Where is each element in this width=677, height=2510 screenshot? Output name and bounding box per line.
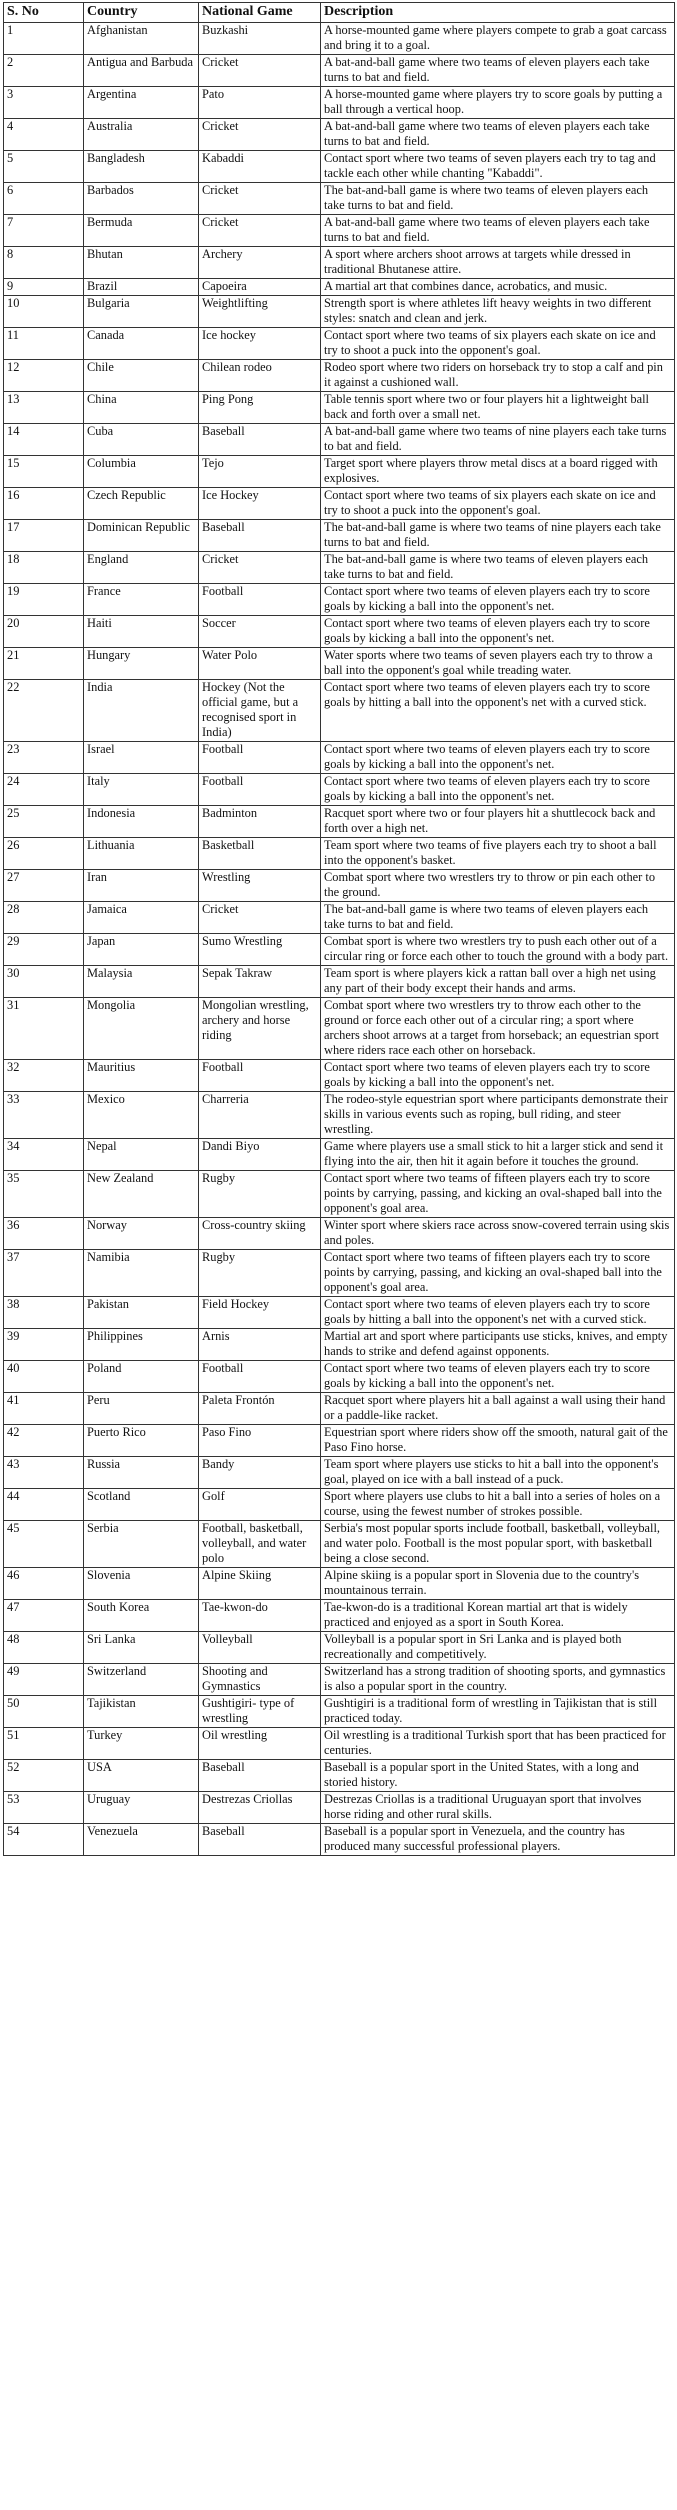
cell-country: Afghanistan [84, 23, 199, 55]
cell-sno: 51 [4, 1728, 84, 1760]
cell-country: Haiti [84, 616, 199, 648]
cell-national-game: Oil wrestling [199, 1728, 321, 1760]
table-row [4, 1218, 675, 1250]
cell-national-game: Baseball [199, 520, 321, 552]
cell-sno: 43 [4, 1457, 84, 1489]
cell-country: Bulgaria [84, 296, 199, 328]
table-row [4, 1632, 675, 1664]
table-row [4, 966, 675, 998]
cell-sno: 11 [4, 328, 84, 360]
table-row [4, 119, 675, 151]
cell-description: Contact sport where two teams of six players each skate on ice and try to shoot a puck into the opponent's goal. [321, 328, 675, 360]
table-row [4, 584, 675, 616]
table-row [4, 215, 675, 247]
cell-national-game: Buzkashi [199, 23, 321, 55]
table-row [4, 1600, 675, 1632]
cell-country: Russia [84, 1457, 199, 1489]
cell-description: A bat-and-ball game where two teams of eleven players each take turns to bat and field. [321, 119, 675, 151]
cell-sno: 47 [4, 1600, 84, 1632]
cell-description: Combat sport is where two wrestlers try to push each other out of a circular ring or force each other to touch the ground with a body part. [321, 934, 675, 966]
cell-country: Chile [84, 360, 199, 392]
cell-description: Destrezas Criollas is a traditional Uruguayan sport that involves horse riding and other rural skills. [321, 1792, 675, 1824]
cell-sno: 19 [4, 584, 84, 616]
table-row [4, 183, 675, 215]
cell-description: Baseball is a popular sport in Venezuela, and the country has produced many successful professional players. [321, 1824, 675, 1856]
cell-description: Gushtigiri is a traditional form of wrestling in Tajikistan that is still practiced today. [321, 1696, 675, 1728]
cell-description: Team sport where two teams of five players each try to shoot a ball into the opponent's basket. [321, 838, 675, 870]
cell-national-game: Badminton [199, 806, 321, 838]
table-row [4, 23, 675, 55]
cell-description: Serbia's most popular sports include football, basketball, volleyball, and water polo. Football is the most popular sport, with basketball being a close second. [321, 1521, 675, 1568]
cell-country: Serbia [84, 1521, 199, 1568]
cell-sno: 54 [4, 1824, 84, 1856]
cell-description: Contact sport where two teams of fifteen players each try to score points by carrying, passing, and kicking an oval-shaped ball into the opponent's goal area. [321, 1171, 675, 1218]
cell-description: Contact sport where two teams of eleven players each try to score goals by hitting a ball into the opponent's net with a curved stick. [321, 680, 675, 742]
cell-national-game: Weightlifting [199, 296, 321, 328]
cell-country: Nepal [84, 1139, 199, 1171]
cell-description: Contact sport where two teams of eleven players each try to score goals by kicking a ball into the opponent's net. [321, 584, 675, 616]
cell-country: India [84, 680, 199, 742]
cell-national-game: Football [199, 774, 321, 806]
cell-sno: 15 [4, 456, 84, 488]
cell-description: Contact sport where two teams of eleven players each try to score goals by hitting a ball into the opponent's net with a curved stick. [321, 1297, 675, 1329]
cell-description: Contact sport where two teams of eleven players each try to score goals by kicking a ball into the opponent's net. [321, 774, 675, 806]
cell-national-game: Bandy [199, 1457, 321, 1489]
cell-sno: 31 [4, 998, 84, 1060]
cell-country: Bhutan [84, 247, 199, 279]
cell-country: New Zealand [84, 1171, 199, 1218]
cell-country: Iran [84, 870, 199, 902]
cell-sno: 6 [4, 183, 84, 215]
cell-national-game: Sepak Takraw [199, 966, 321, 998]
cell-sno: 44 [4, 1489, 84, 1521]
cell-sno: 27 [4, 870, 84, 902]
cell-sno: 16 [4, 488, 84, 520]
cell-national-game: Paso Fino [199, 1425, 321, 1457]
cell-national-game: Ice hockey [199, 328, 321, 360]
table-row [4, 328, 675, 360]
table-row [4, 1696, 675, 1728]
cell-sno: 38 [4, 1297, 84, 1329]
cell-national-game: Volleyball [199, 1632, 321, 1664]
cell-country: Sri Lanka [84, 1632, 199, 1664]
table-row [4, 392, 675, 424]
cell-country: Lithuania [84, 838, 199, 870]
cell-national-game: Hockey (Not the official game, but a recognised sport in India) [199, 680, 321, 742]
cell-country: France [84, 584, 199, 616]
cell-description: Switzerland has a strong tradition of shooting sports, and gymnastics is also a popular sport in the country. [321, 1664, 675, 1696]
header-sno: S. No [4, 3, 84, 23]
cell-description: Sport where players use clubs to hit a ball into a series of holes on a course, using the fewest number of strokes possible. [321, 1489, 675, 1521]
cell-description: Racquet sport where two or four players hit a shuttlecock back and forth over a high net. [321, 806, 675, 838]
table-row [4, 552, 675, 584]
cell-country: Peru [84, 1393, 199, 1425]
cell-sno: 48 [4, 1632, 84, 1664]
cell-country: Argentina [84, 87, 199, 119]
cell-sno: 13 [4, 392, 84, 424]
cell-national-game: Tae-kwon-do [199, 1600, 321, 1632]
cell-sno: 29 [4, 934, 84, 966]
cell-country: Norway [84, 1218, 199, 1250]
cell-description: Strength sport is where athletes lift heavy weights in two different styles: snatch and clean and jerk. [321, 296, 675, 328]
cell-national-game: Football [199, 584, 321, 616]
cell-national-game: Cricket [199, 119, 321, 151]
cell-country: Malaysia [84, 966, 199, 998]
table-row [4, 247, 675, 279]
cell-description: A bat-and-ball game where two teams of eleven players each take turns to bat and field. [321, 215, 675, 247]
table-row [4, 1824, 675, 1856]
cell-description: Contact sport where two teams of eleven players each try to score goals by kicking a ball into the opponent's net. [321, 1361, 675, 1393]
table-row [4, 680, 675, 742]
cell-sno: 42 [4, 1425, 84, 1457]
table-row [4, 1521, 675, 1568]
cell-sno: 7 [4, 215, 84, 247]
cell-national-game: Cricket [199, 552, 321, 584]
cell-national-game: Baseball [199, 1760, 321, 1792]
cell-sno: 8 [4, 247, 84, 279]
cell-description: Rodeo sport where two riders on horseback try to stop a calf and pin it against a cushioned wall. [321, 360, 675, 392]
cell-national-game: Gushtigiri- type of wrestling [199, 1696, 321, 1728]
cell-national-game: Cross-country skiing [199, 1218, 321, 1250]
cell-description: A bat-and-ball game where two teams of eleven players each take turns to bat and field. [321, 55, 675, 87]
cell-sno: 23 [4, 742, 84, 774]
cell-country: Mexico [84, 1092, 199, 1139]
cell-description: Contact sport where two teams of eleven players each try to score goals by kicking a ball into the opponent's net. [321, 742, 675, 774]
table-row [4, 1361, 675, 1393]
cell-national-game: Baseball [199, 1824, 321, 1856]
cell-description: A horse-mounted game where players compete to grab a goat carcass and bring it to a goal. [321, 23, 675, 55]
cell-country: Dominican Republic [84, 520, 199, 552]
table-row [4, 870, 675, 902]
cell-national-game: Ice Hockey [199, 488, 321, 520]
table-row [4, 55, 675, 87]
cell-national-game: Wrestling [199, 870, 321, 902]
table-row [4, 1329, 675, 1361]
cell-country: Philippines [84, 1329, 199, 1361]
cell-country: Bermuda [84, 215, 199, 247]
cell-country: Barbados [84, 183, 199, 215]
cell-sno: 25 [4, 806, 84, 838]
cell-national-game: Capoeira [199, 279, 321, 296]
table-row [4, 648, 675, 680]
cell-description: Baseball is a popular sport in the United States, with a long and storied history. [321, 1760, 675, 1792]
cell-sno: 49 [4, 1664, 84, 1696]
cell-country: USA [84, 1760, 199, 1792]
cell-description: The bat-and-ball game is where two teams of nine players each take turns to bat and field. [321, 520, 675, 552]
cell-national-game: Ping Pong [199, 392, 321, 424]
cell-description: Contact sport where two teams of eleven players each try to score goals by kicking a ball into the opponent's net. [321, 1060, 675, 1092]
cell-sno: 21 [4, 648, 84, 680]
cell-sno: 2 [4, 55, 84, 87]
cell-description: A bat-and-ball game where two teams of nine players each take turns to bat and field. [321, 424, 675, 456]
cell-description: Combat sport where two wrestlers try to throw each other to the ground or force each other out of a circular ring; a sport where archers shoot arrows at a target from horseback; an equestrian sport where riders race each other on horseback. [321, 998, 675, 1060]
cell-description: A martial art that combines dance, acrobatics, and music. [321, 279, 675, 296]
cell-sno: 39 [4, 1329, 84, 1361]
table-row [4, 616, 675, 648]
table-row [4, 774, 675, 806]
table-row [4, 902, 675, 934]
cell-sno: 45 [4, 1521, 84, 1568]
cell-country: Jamaica [84, 902, 199, 934]
cell-country: Indonesia [84, 806, 199, 838]
cell-country: Pakistan [84, 1297, 199, 1329]
cell-description: The bat-and-ball game is where two teams of eleven players each take turns to bat and field. [321, 183, 675, 215]
table-body [4, 23, 675, 1856]
cell-sno: 10 [4, 296, 84, 328]
cell-country: Israel [84, 742, 199, 774]
table-row [4, 1139, 675, 1171]
cell-description: Target sport where players throw metal discs at a board rigged with explosives. [321, 456, 675, 488]
table-row [4, 1250, 675, 1297]
table-row [4, 424, 675, 456]
cell-national-game: Kabaddi [199, 151, 321, 183]
cell-national-game: Mongolian wrestling, archery and horse riding [199, 998, 321, 1060]
table-row [4, 1425, 675, 1457]
cell-description: Contact sport where two teams of seven players each try to tag and tackle each other while chanting "Kabaddi". [321, 151, 675, 183]
cell-description: Combat sport where two wrestlers try to throw or pin each other to the ground. [321, 870, 675, 902]
cell-description: Winter sport where skiers race across snow-covered terrain using skis and poles. [321, 1218, 675, 1250]
cell-sno: 17 [4, 520, 84, 552]
cell-sno: 18 [4, 552, 84, 584]
cell-sno: 12 [4, 360, 84, 392]
cell-sno: 5 [4, 151, 84, 183]
cell-sno: 4 [4, 119, 84, 151]
cell-sno: 24 [4, 774, 84, 806]
cell-description: Martial art and sport where participants use sticks, knives, and empty hands to strike and defend against opponents. [321, 1329, 675, 1361]
cell-country: Cuba [84, 424, 199, 456]
cell-national-game: Dandi Biyo [199, 1139, 321, 1171]
cell-country: Switzerland [84, 1664, 199, 1696]
cell-country: Brazil [84, 279, 199, 296]
cell-description: Contact sport where two teams of fifteen players each try to score points by carrying, passing, and kicking an oval-shaped ball into the opponent's goal area. [321, 1250, 675, 1297]
cell-description: Water sports where two teams of seven players each try to throw a ball into the opponent's goal while treading water. [321, 648, 675, 680]
cell-national-game: Basketball [199, 838, 321, 870]
cell-national-game: Rugby [199, 1250, 321, 1297]
cell-country: Venezuela [84, 1824, 199, 1856]
cell-national-game: Football [199, 1361, 321, 1393]
cell-description: Alpine skiing is a popular sport in Slovenia due to the country's mountainous terrain. [321, 1568, 675, 1600]
cell-description: A horse-mounted game where players try to score goals by putting a ball through a vertical hoop. [321, 87, 675, 119]
cell-country: Hungary [84, 648, 199, 680]
cell-country: England [84, 552, 199, 584]
header-description: Description [321, 3, 675, 23]
cell-national-game: Tejo [199, 456, 321, 488]
table-row [4, 1171, 675, 1218]
table-row [4, 456, 675, 488]
table-header-row [4, 3, 675, 23]
cell-description: Volleyball is a popular sport in Sri Lanka and is played both recreationally and competitively. [321, 1632, 675, 1664]
cell-national-game: Archery [199, 247, 321, 279]
cell-country: China [84, 392, 199, 424]
cell-sno: 50 [4, 1696, 84, 1728]
cell-country: Mauritius [84, 1060, 199, 1092]
cell-national-game: Football, basketball, volleyball, and water polo [199, 1521, 321, 1568]
cell-sno: 22 [4, 680, 84, 742]
cell-national-game: Cricket [199, 55, 321, 87]
table-row [4, 806, 675, 838]
cell-country: Puerto Rico [84, 1425, 199, 1457]
cell-national-game: Football [199, 742, 321, 774]
cell-sno: 53 [4, 1792, 84, 1824]
national-games-table [3, 2, 675, 1856]
cell-description: Tae-kwon-do is a traditional Korean martial art that is widely practiced and enjoyed as a sport in South Korea. [321, 1600, 675, 1632]
cell-sno: 9 [4, 279, 84, 296]
cell-national-game: Baseball [199, 424, 321, 456]
cell-country: Czech Republic [84, 488, 199, 520]
cell-national-game: Paleta Frontón [199, 1393, 321, 1425]
cell-country: Columbia [84, 456, 199, 488]
cell-description: Oil wrestling is a traditional Turkish sport that has been practiced for centuries. [321, 1728, 675, 1760]
cell-country: Japan [84, 934, 199, 966]
table-row [4, 1664, 675, 1696]
cell-country: Namibia [84, 1250, 199, 1297]
table-row [4, 296, 675, 328]
cell-country: Poland [84, 1361, 199, 1393]
table-row [4, 1297, 675, 1329]
cell-sno: 3 [4, 87, 84, 119]
cell-sno: 1 [4, 23, 84, 55]
cell-national-game: Charreria [199, 1092, 321, 1139]
table-row [4, 520, 675, 552]
cell-sno: 26 [4, 838, 84, 870]
cell-sno: 40 [4, 1361, 84, 1393]
table-row [4, 1568, 675, 1600]
cell-national-game: Alpine Skiing [199, 1568, 321, 1600]
cell-country: Canada [84, 328, 199, 360]
cell-national-game: Water Polo [199, 648, 321, 680]
cell-sno: 46 [4, 1568, 84, 1600]
cell-sno: 30 [4, 966, 84, 998]
cell-country: Italy [84, 774, 199, 806]
table-row [4, 1393, 675, 1425]
header-country: Country [84, 3, 199, 23]
table-row [4, 1760, 675, 1792]
cell-sno: 34 [4, 1139, 84, 1171]
table-row [4, 279, 675, 296]
cell-country: Uruguay [84, 1792, 199, 1824]
cell-description: A sport where archers shoot arrows at targets while dressed in traditional Bhutanese attire. [321, 247, 675, 279]
cell-description: Equestrian sport where riders show off the smooth, natural gait of the Paso Fino horse. [321, 1425, 675, 1457]
cell-national-game: Cricket [199, 215, 321, 247]
cell-sno: 41 [4, 1393, 84, 1425]
cell-country: Antigua and Barbuda [84, 55, 199, 87]
cell-sno: 33 [4, 1092, 84, 1139]
cell-national-game: Soccer [199, 616, 321, 648]
cell-national-game: Rugby [199, 1171, 321, 1218]
table-row [4, 934, 675, 966]
cell-national-game: Cricket [199, 183, 321, 215]
cell-description: Team sport where players use sticks to hit a ball into the opponent's goal, played on ice with a ball instead of a puck. [321, 1457, 675, 1489]
cell-country: Bangladesh [84, 151, 199, 183]
cell-national-game: Pato [199, 87, 321, 119]
cell-country: Turkey [84, 1728, 199, 1760]
cell-description: Racquet sport where players hit a ball against a wall using their hand or a paddle-like racket. [321, 1393, 675, 1425]
cell-national-game: Football [199, 1060, 321, 1092]
table-row [4, 998, 675, 1060]
cell-country: South Korea [84, 1600, 199, 1632]
cell-description: Game where players use a small stick to hit a larger stick and send it flying into the air, then hit it again before it touches the ground. [321, 1139, 675, 1171]
header-national-game: National Game [199, 3, 321, 23]
table-row [4, 1060, 675, 1092]
cell-country: Mongolia [84, 998, 199, 1060]
cell-country: Slovenia [84, 1568, 199, 1600]
cell-description: The bat-and-ball game is where two teams of eleven players each take turns to bat and field. [321, 552, 675, 584]
table-row [4, 1489, 675, 1521]
table-row [4, 360, 675, 392]
cell-description: Table tennis sport where two or four players hit a lightweight ball back and forth over a small net. [321, 392, 675, 424]
cell-description: Contact sport where two teams of eleven players each try to score goals by kicking a ball into the opponent's net. [321, 616, 675, 648]
cell-national-game: Cricket [199, 902, 321, 934]
cell-sno: 35 [4, 1171, 84, 1218]
cell-description: Team sport is where players kick a rattan ball over a high net using any part of their body except their hands and arms. [321, 966, 675, 998]
table-row [4, 488, 675, 520]
cell-country: Tajikistan [84, 1696, 199, 1728]
cell-sno: 20 [4, 616, 84, 648]
cell-sno: 37 [4, 1250, 84, 1297]
cell-national-game: Golf [199, 1489, 321, 1521]
table-row [4, 1092, 675, 1139]
table-row [4, 87, 675, 119]
cell-sno: 52 [4, 1760, 84, 1792]
cell-description: Contact sport where two teams of six players each skate on ice and try to shoot a puck into the opponent's goal. [321, 488, 675, 520]
cell-sno: 32 [4, 1060, 84, 1092]
table-row [4, 151, 675, 183]
cell-country: Scotland [84, 1489, 199, 1521]
cell-national-game: Arnis [199, 1329, 321, 1361]
cell-sno: 14 [4, 424, 84, 456]
cell-national-game: Shooting and Gymnastics [199, 1664, 321, 1696]
cell-description: The bat-and-ball game is where two teams of eleven players each take turns to bat and field. [321, 902, 675, 934]
table-row [4, 838, 675, 870]
cell-national-game: Sumo Wrestling [199, 934, 321, 966]
table-row [4, 1457, 675, 1489]
cell-national-game: Chilean rodeo [199, 360, 321, 392]
cell-national-game: Destrezas Criollas [199, 1792, 321, 1824]
cell-sno: 28 [4, 902, 84, 934]
table-row [4, 1728, 675, 1760]
cell-sno: 36 [4, 1218, 84, 1250]
cell-country: Australia [84, 119, 199, 151]
table-row [4, 742, 675, 774]
cell-description: The rodeo-style equestrian sport where participants demonstrate their skills in various events such as roping, bull riding, and steer wrestling. [321, 1092, 675, 1139]
cell-national-game: Field Hockey [199, 1297, 321, 1329]
table-row [4, 1792, 675, 1824]
